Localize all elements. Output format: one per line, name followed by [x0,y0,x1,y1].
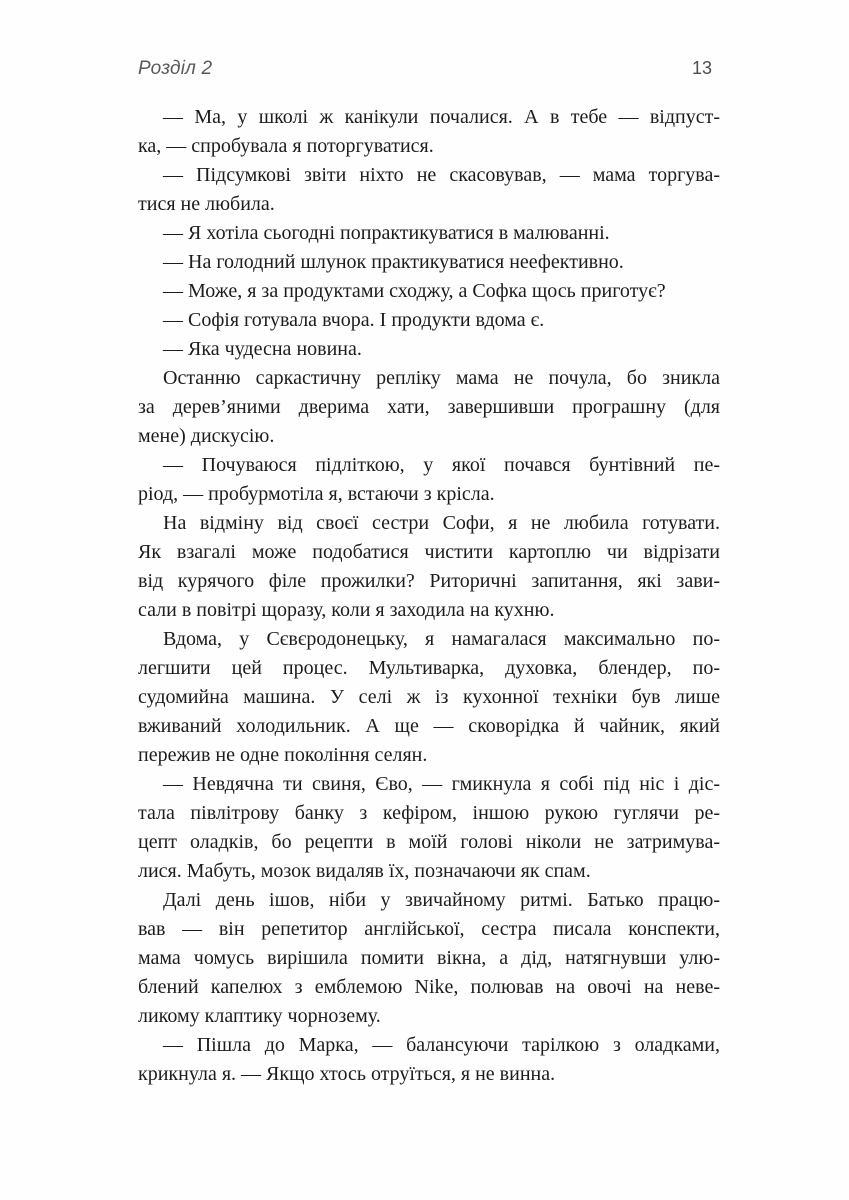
text-line: — Невдячна ти свиня, Єво, — гмикнула я собі під ніс і діс- [163,773,720,795]
paragraph [138,219,720,248]
text-line: ликому клаптику чорнозему. [138,1005,381,1027]
text-line: Вдома, у Сєвєродонецьку, я намагалася максимально по- [163,628,720,650]
text-line: тала півлітрову банку з кефіром, іншою рукою гуглячи ре- [138,802,720,824]
paragraph [138,364,720,451]
text-line: мене) дискусію. [138,425,275,447]
paragraph [138,306,720,335]
body-text [138,103,720,1089]
text-line: Останню саркастичну репліку мама не почула, бо зникла [163,367,720,389]
text-line: судомийна машина. У селі ж із кухонної техніки був лише [138,686,720,708]
text-line: ріод, — пробурмотіла я, встаючи з крісла. [138,483,495,505]
paragraph [138,886,720,1031]
text-line: — Підсумкові звіти ніхто не скасовував, — мама торгува- [163,164,720,186]
text-line: пережив не одне покоління селян. [138,744,428,766]
text-line: блений капелюх з емблемою Nike, полював на овочі на неве- [138,976,720,998]
text-line: вживаний холодильник. А ще — сковорідка й чайник, який [138,715,720,737]
chapter-label: Розділ 2 [138,58,213,79]
text-line: мама чомусь вирішила помити вікна, а дід, натягнувши улю- [138,947,720,969]
paragraph [138,451,720,509]
text-line: — На голодний шлунок практикуватися неефективно. [163,251,624,273]
paragraph [138,770,720,886]
text-line: легшити цей процес. Мультиварка, духовка, блендер, по- [138,657,720,679]
paragraph [138,161,720,219]
text-line: крикнула я. — Якщо хтось отруїться, я не винна. [138,1063,556,1085]
text-line: вав — він репетитор англійської, сестра писала конспекти, [138,918,720,940]
text-line: — Може, я за продуктами сходжу, а Софка щось приготує? [163,280,666,302]
text-line: лися. Мабуть, мозок видаляв їх, позначаючи як спам. [138,860,591,882]
text-line: — Яка чудесна новина. [163,338,362,360]
text-line: тися не любила. [138,193,275,215]
text-line: — Почуваюся підліткою, у якої почався бунтівний пе- [163,454,720,476]
text-line: Як взагалі може подобатися чистити картоплю чи відрізати [138,541,720,563]
text-line: цепт оладків, бо рецепти в моїй голові ніколи не затримува- [138,831,720,853]
paragraph [138,335,720,364]
text-line: за дерев’яними дверима хати, завершивши програшну (для [138,396,720,418]
text-line: сали в повітрі щоразу, коли я заходила на кухню. [138,599,555,621]
text-line: На відміну від своєї сестри Софи, я не любила готувати. [163,512,720,534]
text-line: — Ма, у школі ж канікули почалися. А в тебе — відпуст- [163,106,720,128]
paragraph [138,277,720,306]
paragraph [138,248,720,277]
paragraph [138,1031,720,1089]
text-line: від курячого філе прожилки? Риторичні запитання, які зави- [138,570,720,592]
page-header [138,58,712,80]
paragraph [138,625,720,770]
page-number: 13 [691,58,712,78]
paragraph [138,103,720,161]
text-line: — Я хотіла сьогодні попрактикуватися в малюванні. [163,222,610,244]
text-line: — Пішла до Марка, — балансуючи тарілкою з оладками, [163,1034,720,1056]
text-line: ка, — спробувала я поторгуватися. [138,135,434,157]
paragraph [138,509,720,625]
text-line: — Софія готувала вчора. І продукти вдома є. [163,309,545,331]
text-line: Далі день ішов, ніби у звичайному ритмі. Батько працю- [163,889,720,911]
